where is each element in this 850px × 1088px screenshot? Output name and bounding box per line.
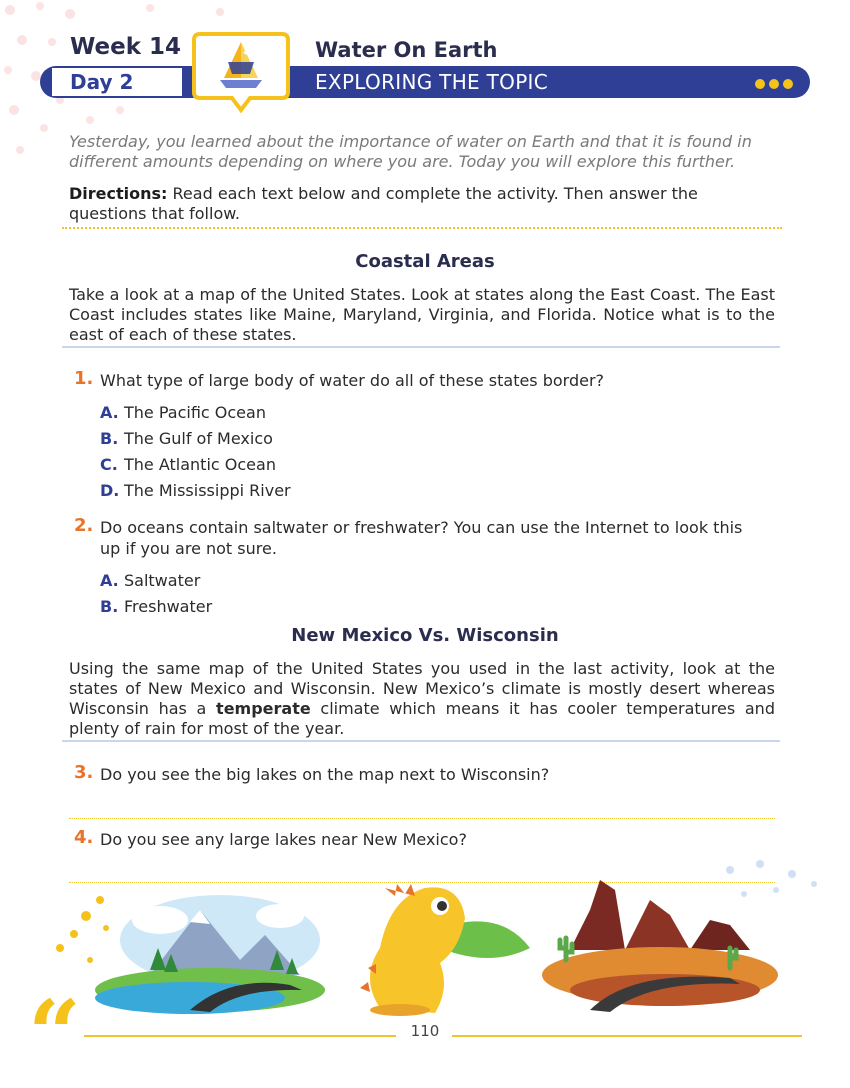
option-letter: B. bbox=[100, 597, 119, 616]
coastal-text: Take a look at a map of the United States. Look at states along the East Coast. The East Coast includes states like Maine, Maryland, Virginia, and Florida. Notice what is to the east of each of these states. bbox=[69, 285, 775, 344]
divider bbox=[62, 346, 780, 348]
quote-mark-icon: “ bbox=[28, 980, 81, 1088]
option-letter: B. bbox=[100, 429, 119, 448]
day-label: Day 2 bbox=[70, 70, 134, 94]
option-1b[interactable] bbox=[100, 429, 273, 448]
intro-text: Yesterday, you learned about the importance of water on Earth and that it is found in different amounts depending on where you are. Today you will explore this further. bbox=[69, 132, 752, 171]
question-number: 3. bbox=[74, 762, 94, 783]
option-text: The Mississippi River bbox=[124, 481, 291, 500]
desert-canyon-scene bbox=[530, 850, 830, 1020]
week-label: Week 14 bbox=[70, 34, 182, 60]
option-text: The Atlantic Ocean bbox=[124, 455, 276, 474]
question-number: 2. bbox=[74, 515, 94, 536]
question-4 bbox=[74, 827, 93, 848]
question-2-line-1: Do oceans contain saltwater or freshwater? You can use the Internet to look this bbox=[100, 518, 743, 537]
question-2-text bbox=[100, 517, 780, 559]
divider bbox=[62, 740, 780, 742]
option-letter: A. bbox=[100, 403, 119, 422]
nm-wi-text bbox=[69, 659, 775, 739]
option-text: The Gulf of Mexico bbox=[124, 429, 273, 448]
answer-line-3[interactable] bbox=[69, 818, 775, 819]
question-2-line-2: up if you are not sure. bbox=[100, 539, 277, 558]
option-letter: D. bbox=[100, 481, 120, 500]
question-number: 4. bbox=[74, 827, 94, 848]
option-letter: A. bbox=[100, 571, 119, 590]
option-2b[interactable] bbox=[100, 597, 212, 616]
directions-label: Directions: bbox=[69, 184, 168, 203]
term-temperate: temperate bbox=[216, 699, 311, 718]
topic-title: Water On Earth bbox=[315, 38, 498, 62]
divider bbox=[62, 227, 782, 229]
option-2a[interactable] bbox=[100, 571, 200, 590]
option-1d[interactable] bbox=[100, 481, 291, 500]
sailboat-badge-icon bbox=[190, 28, 292, 116]
option-1c[interactable] bbox=[100, 455, 276, 474]
directions-text: Read each text below and complete the activity. Then answer the questions that follow. bbox=[69, 184, 698, 223]
section-title-nm-wi: New Mexico Vs. Wisconsin bbox=[291, 625, 559, 646]
question-4-text: Do you see any large lakes near New Mexico? bbox=[100, 830, 467, 849]
option-letter: C. bbox=[100, 455, 118, 474]
option-1a[interactable] bbox=[100, 403, 266, 422]
option-text: Freshwater bbox=[124, 597, 213, 616]
question-1 bbox=[74, 368, 93, 389]
question-number: 1. bbox=[74, 368, 94, 389]
question-2 bbox=[74, 515, 93, 536]
yellow-dinosaur-with-leaf bbox=[340, 868, 540, 1018]
mountain-lake-scene bbox=[40, 880, 340, 1020]
para-text: Using the same map of the United States you used in the last activity, look at the states of New Mexico and Wisconsin. New Mexico’s climate is mostly desert whereas Wisconsin has a bbox=[69, 659, 775, 718]
page-number: 110 bbox=[410, 1022, 440, 1040]
more-dots-icon bbox=[755, 74, 805, 88]
section-title-coastal: Coastal Areas bbox=[355, 251, 495, 272]
question-3 bbox=[74, 762, 93, 783]
option-text: Saltwater bbox=[124, 571, 201, 590]
question-3-text: Do you see the big lakes on the map next to Wisconsin? bbox=[100, 765, 550, 784]
section-subtitle: EXPLORING THE TOPIC bbox=[315, 70, 549, 94]
option-text: The Pacific Ocean bbox=[124, 403, 266, 422]
question-1-text: What type of large body of water do all of these states border? bbox=[100, 371, 605, 390]
directions bbox=[69, 184, 779, 224]
para-text: climate which means it has cooler temperatures and plenty of rain for most of the year. bbox=[69, 699, 775, 738]
